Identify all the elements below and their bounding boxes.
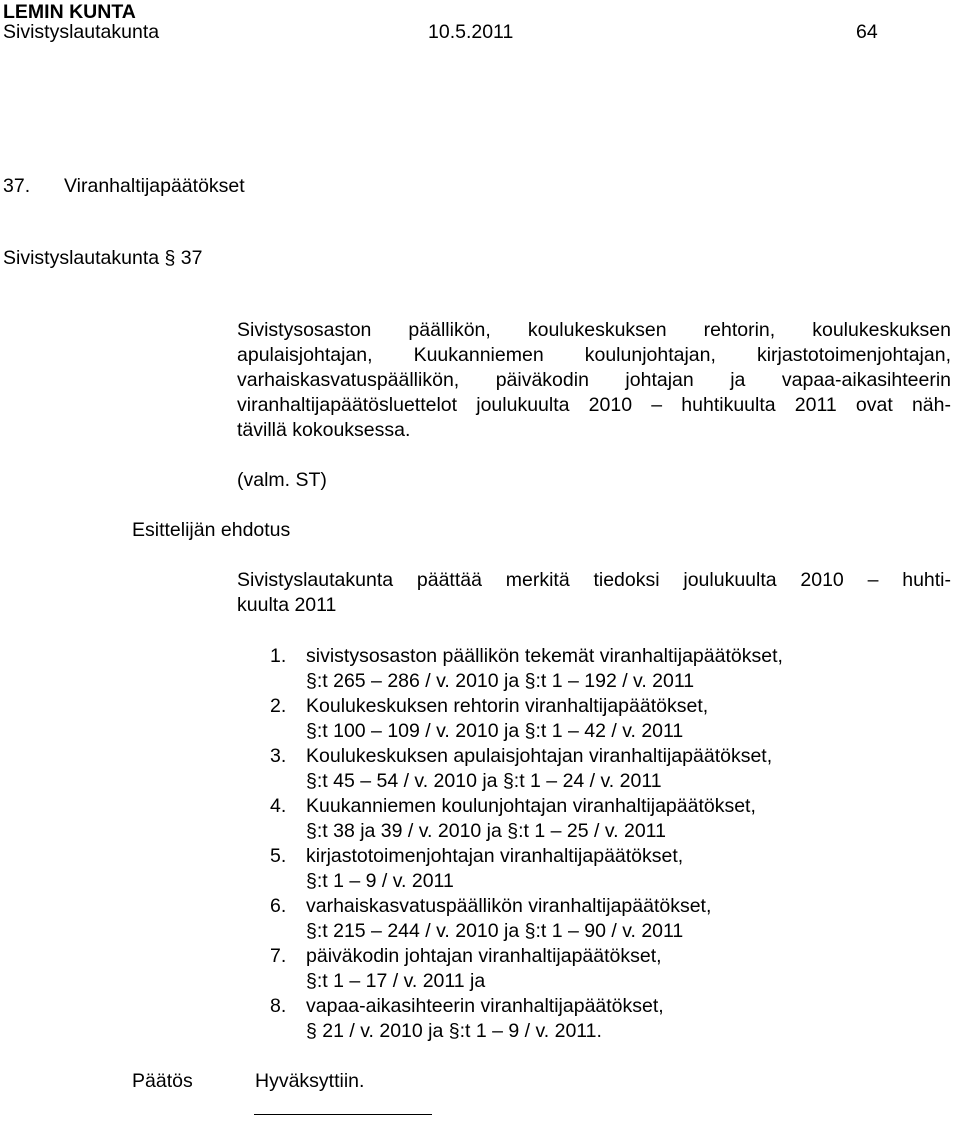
intro-line: varhaiskasvatuspäällikön, päiväkodin johtajan ja vapaa-aikasihteerin: [237, 369, 951, 391]
intro-line: Sivistysosaston päällikön, koulukeskuksen rehtorin, koulukeskuksen: [237, 319, 951, 341]
signature-rule: [254, 1114, 432, 1115]
list-number: 5.: [270, 845, 287, 867]
list-item-detail: §:t 1 – 17 / v. 2011 ja: [306, 970, 486, 992]
proposal-line: Sivistyslautakunta päättää merkitä tiedoksi joulukuulta 2010 – huhti-: [237, 569, 951, 591]
preparer-note: (valm. ST): [237, 469, 327, 491]
list-item-detail: §:t 215 – 244 / v. 2010 ja §:t 1 – 90 / v. 2011: [306, 920, 684, 942]
page-number: 64: [856, 21, 878, 43]
list-item-detail: §:t 38 ja 39 / v. 2010 ja §:t 1 – 25 / v. 2011: [306, 820, 666, 842]
list-number: 3.: [270, 745, 287, 767]
proposal-label: Esittelijän ehdotus: [132, 519, 291, 541]
intro-line: viranhaltijapäätösluettelot joulukuulta 2010 – huhtikuulta 2011 ovat näh-: [237, 394, 951, 416]
list-item-detail: §:t 265 – 286 / v. 2010 ja §:t 1 – 192 / v. 2011: [306, 670, 695, 692]
item-number: 37.: [3, 175, 31, 197]
list-item-detail: §:t 45 – 54 / v. 2010 ja §:t 1 – 24 / v. 2011: [306, 770, 662, 792]
list-number: 4.: [270, 795, 287, 817]
municipality-name: LEMIN KUNTA: [3, 1, 136, 23]
proposal-line: kuulta 2011: [237, 594, 337, 616]
list-number: 6.: [270, 895, 287, 917]
list-item-detail: §:t 1 – 9 / v. 2011: [306, 870, 454, 892]
list-number: 1.: [270, 645, 287, 667]
list-item-title: vapaa-aikasihteerin viranhaltijapäätökset,: [306, 995, 664, 1017]
list-item-detail: § 21 / v. 2010 ja §:t 1 – 9 / v. 2011.: [306, 1020, 602, 1042]
item-title: Viranhaltijapäätökset: [64, 175, 245, 197]
list-item-title: Koulukeskuksen apulaisjohtajan viranhaltijapäätökset,: [306, 745, 773, 767]
board-name: Sivistyslautakunta: [3, 21, 160, 43]
list-number: 7.: [270, 945, 287, 967]
list-item-detail: §:t 100 – 109 / v. 2010 ja §:t 1 – 42 / v. 2011: [306, 720, 684, 742]
item-reference: Sivistyslautakunta § 37: [3, 247, 203, 269]
list-number: 8.: [270, 995, 287, 1017]
list-item-title: Koulukeskuksen rehtorin viranhaltijapäätökset,: [306, 695, 709, 717]
list-item-title: Kuukanniemen koulunjohtajan viranhaltijapäätökset,: [306, 795, 756, 817]
intro-line: tävillä kokouksessa.: [237, 419, 411, 441]
list-item-title: kirjastotoimenjohtajan viranhaltijapäätökset,: [306, 845, 684, 867]
decision-text: Hyväksyttiin.: [255, 1070, 365, 1092]
list-item-title: päiväkodin johtajan viranhaltijapäätökset,: [306, 945, 662, 967]
intro-line: apulaisjohtajan, Kuukanniemen koulunjohtajan, kirjastotoimenjohtajan,: [237, 344, 951, 366]
list-item-title: varhaiskasvatuspäällikön viranhaltijapäätökset,: [306, 895, 712, 917]
list-item-title: sivistysosaston päällikön tekemät viranhaltijapäätökset,: [306, 645, 783, 667]
meeting-date: 10.5.2011: [428, 21, 514, 43]
decision-label: Päätös: [132, 1070, 193, 1092]
list-number: 2.: [270, 695, 287, 717]
